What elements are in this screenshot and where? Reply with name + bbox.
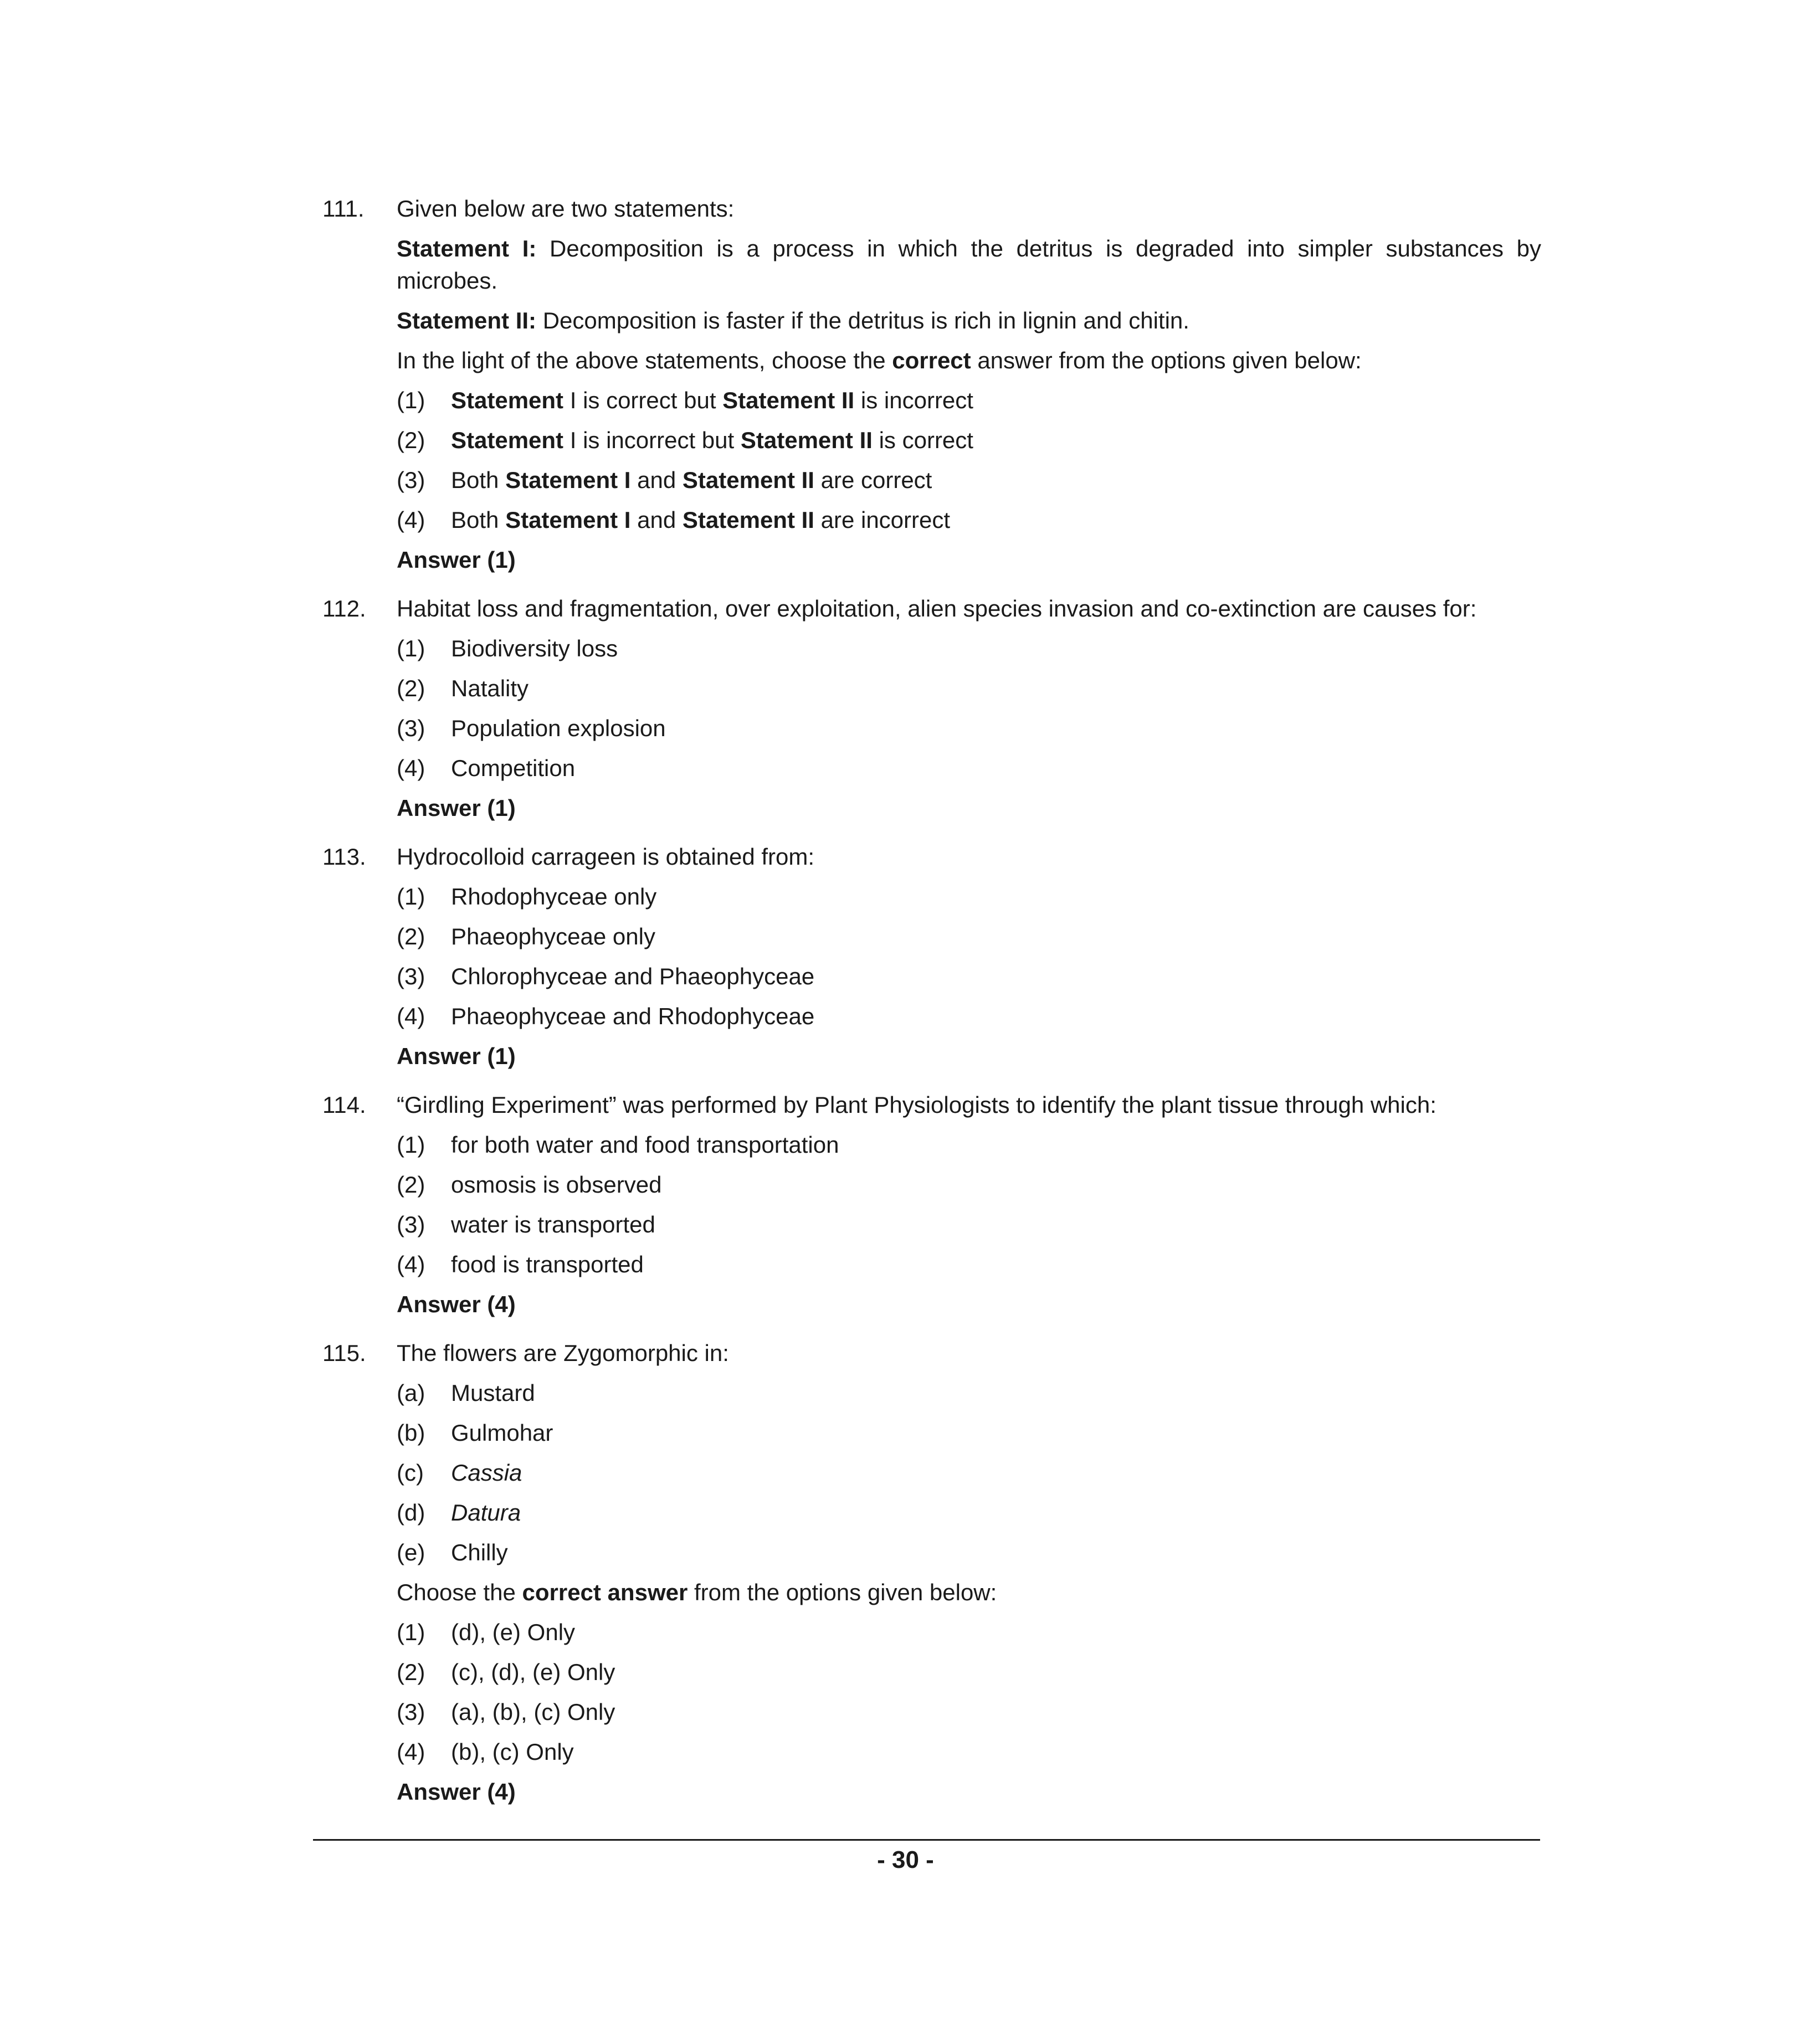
option-label: (2) [397,427,425,453]
option-text: osmosis is observed [451,1172,662,1198]
question-111 [322,193,1541,576]
instruction: Choose the correct answer from the options given below: [397,1579,997,1605]
option-3 [397,1209,1541,1241]
question-text: Habitat loss and fragmentation, over exploitation, alien species invasion and co-extinction are causes for: [397,595,1477,622]
option-label: (2) [397,1659,425,1685]
option-1: (1) Statement I is correct but Statement II is incorrect [397,384,1541,417]
item-label: (b) [397,1420,425,1446]
footer-divider [313,1839,1540,1841]
question-text: The flowers are Zygomorphic in: [397,1340,729,1366]
option-label: (4) [397,1003,425,1029]
option-label: (4) [397,1251,425,1277]
option-3 [397,712,1541,744]
option-label: (1) [397,1132,425,1158]
option-2 [397,672,1541,705]
item-text: Gulmohar [451,1420,553,1446]
option-label: (2) [397,1172,425,1198]
item-text: Cassia [451,1460,522,1486]
question-113 [322,841,1541,1072]
question-list [322,193,1541,1825]
option-label: (3) [397,963,425,989]
statement-1 [397,233,1541,297]
item-d [397,1497,1541,1529]
option-label: (3) [397,467,425,493]
option-label: (2) [397,923,425,949]
item-text: Datura [451,1499,521,1526]
statement-label: Statement II: [397,307,537,333]
option-label: (1) [397,884,425,910]
option-text: (a), (b), (c) Only [451,1699,615,1725]
item-label: (a) [397,1380,425,1406]
option-text: Competition [451,755,576,781]
option-1 [397,1616,1541,1648]
option-2: (2) Statement I is incorrect but Statement II is correct [397,424,1541,456]
option-label: (2) [397,675,425,701]
item-label: (e) [397,1539,425,1565]
option-4 [397,752,1541,784]
option-1 [397,633,1541,665]
option-text: food is transported [451,1251,644,1277]
option-label: (1) [397,387,425,413]
question-number: 112. [322,595,366,622]
option-4 [397,1000,1541,1033]
statement-text: Decomposition is faster if the detritus is rich in lignin and chitin. [542,307,1189,333]
option-2 [397,1656,1541,1688]
question-text: Given below are two statements: [397,196,735,222]
option-4 [397,1736,1541,1768]
option-label: (1) [397,635,425,661]
option-3 [397,1696,1541,1728]
item-e [397,1537,1541,1569]
question-text: Hydrocolloid carrageen is obtained from: [397,844,815,870]
question-number: 115. [322,1340,366,1366]
answer: Answer (1) [397,1043,516,1069]
option-text: Phaeophyceae only [451,923,655,949]
option-text: for both water and food transportation [451,1132,839,1158]
option-2 [397,1169,1541,1201]
item-text: Chilly [451,1539,508,1565]
option-label: (1) [397,1619,425,1645]
option-text: Rhodophyceae only [451,884,657,910]
option-1 [397,1129,1541,1161]
option-text: Natality [451,675,529,701]
statement-2 [397,305,1541,337]
option-3 [397,961,1541,993]
question-112 [322,593,1541,824]
option-label: (3) [397,1699,425,1725]
item-a [397,1377,1541,1409]
option-label: (3) [397,715,425,741]
option-2 [397,921,1541,953]
question-number: 114. [322,1092,366,1118]
item-text: Mustard [451,1380,535,1406]
answer: Answer (4) [397,1779,516,1805]
option-label: (4) [397,1739,425,1765]
answer: Answer (4) [397,1291,516,1317]
option-text: Phaeophyceae and Rhodophyceae [451,1003,815,1029]
item-c [397,1457,1541,1489]
option-text: (b), (c) Only [451,1739,574,1765]
question-115 [322,1337,1541,1808]
item-b [397,1417,1541,1449]
option-1 [397,881,1541,913]
answer: Answer (1) [397,795,516,821]
answer: Answer (1) [397,547,516,573]
option-label: (4) [397,507,425,533]
instruction: In the light of the above statements, choose the correct answer from the options given below: [397,347,1362,373]
option-label: (3) [397,1211,425,1237]
statement-text: Decomposition is a process in which the detritus is degraded into simpler substances by microbes. [397,235,1541,294]
option-4: (4) Both Statement I and Statement II are incorrect [397,504,1541,536]
option-text: water is transported [451,1211,655,1237]
item-label: (c) [397,1460,424,1486]
option-text: (d), (e) Only [451,1619,576,1645]
option-text: Biodiversity loss [451,635,618,661]
statement-label: Statement I: [397,235,537,261]
option-text: Population explosion [451,715,666,741]
option-text: Chlorophyceae and Phaeophyceae [451,963,815,989]
option-text: (c), (d), (e) Only [451,1659,615,1685]
page-number: - 30 - [877,1846,934,1873]
option-4 [397,1249,1541,1281]
item-label: (d) [397,1499,425,1526]
option-3: (3) Both Statement I and Statement II are correct [397,464,1541,496]
question-text: “Girdling Experiment” was performed by Plant Physiologists to identify the plant tissue through which: [397,1092,1437,1118]
question-number: 113. [322,844,366,870]
option-label: (4) [397,755,425,781]
question-number: 111. [322,196,365,222]
question-114 [322,1089,1541,1321]
